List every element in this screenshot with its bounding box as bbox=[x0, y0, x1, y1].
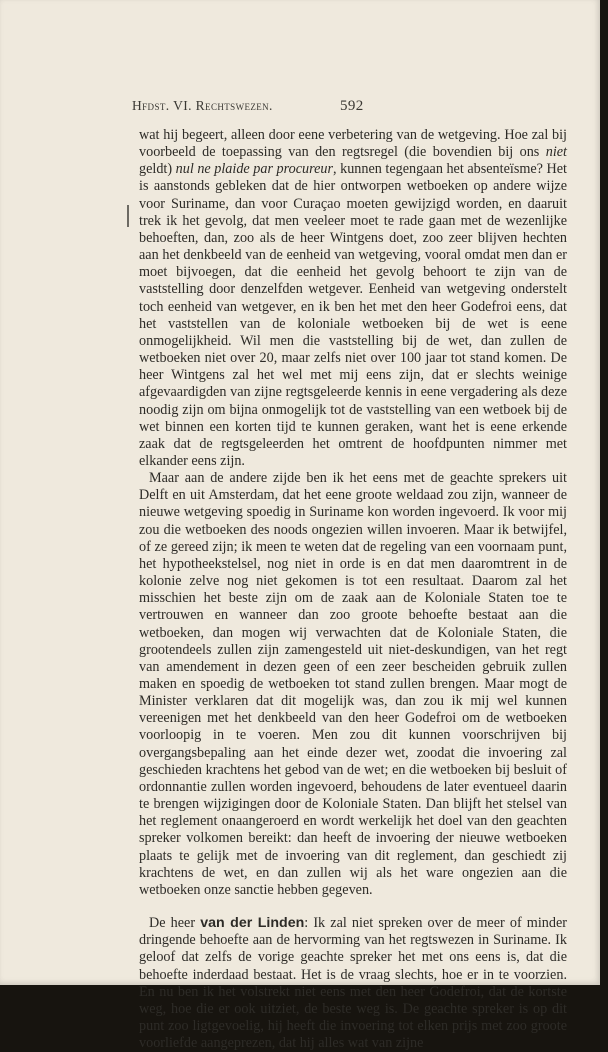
paragraph-2: Maar aan de andere zijde ben ik het eens met de geachte sprekers uit Delft en uit Amsterdam, dat het eene groote weldaad zou zijn, wanneer de nieuwe wetgeving spoedig in Suriname kon worden ingevoerd. Ik voor mij zou die wetboeken des noods ongezien willen invoeren. Maar ik betwijfel, of ze gereed zijn; ik meen te weten dat de regeling van een voornaam punt, het hypotheekstelsel, nog niet in orde is en dat men daaromtrent in de kolonie zelve nog niet gekomen is tot een resultaat. Daarom zal het misschien het beste zijn om de zaak aan de Koloniale Staten toe te vertrouwen en wanneer dan zoo groote behoefte bestaat aan die wetboeken, dan mogen wij verwachten dat de Koloniale Staten, die grootendeels zullen zijn zamengesteld uit niet-deskundigen, van het regt van amendement in dezen geen of een zeer bescheiden gebruik zullen maken en spoedig de wetboeken tot stand zullen brengen. Maar mogt de Minister verklaren dat dit mogelijk was, dan zou ik mij wel kunnen vereenigen met het denkbeeld van den heer Godefroi om de wetboeken voorloopig in te voeren. Men zou dit kunnen voorschrijven bij overgangsbepaling aan het einde dezer wet, zoodat die invoering zal geschieden krachtens het gebod van de wet; en die wetboeken bij besluit of ordonnantie zullen worden ingevoerd, behoudens de later eventueel daarin te brengen wijzigingen door de Koloniale Staten. Dan blijft het stelsel van het reglement onaangeroerd en wordt werkelijk het doel van den geachten spreker volkomen bereikt: dan heeft de invoering der nieuwe wetboeken plaats te gelijk met de invoering van dit reglement, dan geschiedt zij krachtens de wet, en dan zullen wij als het ware ongezien aan die wetboeken onze sanctie hebben gegeven. bbox=[139, 470, 567, 898]
paragraph-3-prefix: De heer bbox=[149, 915, 201, 932]
margin-mark bbox=[127, 205, 129, 227]
body-text bbox=[139, 127, 567, 1052]
paragraph-3 bbox=[139, 915, 567, 1052]
chapter-title: Hfdst. VI. Rechtswezen. bbox=[132, 98, 273, 113]
paragraph-1-text-b: geldt) bbox=[139, 161, 176, 178]
paragraph-1 bbox=[139, 127, 567, 470]
speaker-name: van der Linden bbox=[200, 915, 305, 932]
emphasis-niet: niet bbox=[545, 144, 567, 161]
paragraph-1-text-a: wat hij begeert, alleen door eene verbetering van de wetgeving. Hoe zal bij voorbeeld de toepassing van den regtsregel (die bovendien bij ons bbox=[139, 127, 567, 161]
running-header bbox=[132, 98, 562, 118]
page-number: 592 bbox=[340, 98, 364, 114]
paragraph-1-text-c: , kunnen tegengaan het absenteïsme? Het is aanstonds gebleken dat de hier ontworpen wetboeken op andere wijze voor Suriname, dan voor Curaçao moeten gewijzigd worden, en daaruit trek ik het gevolg, dat men veeleer moet te rade gaan met de wezenlijke behoeften, dan, zoo als de heer Wintgens doet, zoo zeer blijven hechten aan het denkbeeld van de eenheid van wetgeving, vooral omdat men dan er moet bijvoegen, dat die eenheid het gevolg behoort te zijn van de vaststelling door denzelfden wetgever. Eenheid van wetgeving onderstelt toch eenheid van wetgever, en ik ben het met den heer Godefroi eens, dat het vaststellen van de koloniale wetboeken bij de wet is eene onmogelijkheid. Wil men die vaststelling bij de wet, dan zullen de wetboeken niet over 20, maar zelfs niet over 100 jaar tot stand komen. De heer Wintgens zal het wel met mij eens zijn, dat er slechts weinige afgevaardigden van zijne regtsgeleerde kennis in eene vergadering als deze noodig zijn om bijna onmogelijk tot de vaststelling van een wetboek bij de wet binnen een korten tijd te kunnen geraken, want het is eene erkende zaak dat de regtsgeleerden het omtrent de hoofdpunten nimmer met elkander eens zijn. bbox=[139, 161, 568, 469]
emphasis-legal-maxim: nul ne plaide par procureur bbox=[175, 161, 333, 178]
paragraph-3-text: : Ik zal niet spreken over de meer of minder dringende behoefte aan de hervorming van het regtswezen in Suriname. Ik geloof dat zelfs de vorige geachte spreker het met ons eens is, dat die behoefte inderdaad bestaat. Het is de vraag slechts, hoe er in te voorzien. En nu ben ik het volstrekt niet eens met den heer Godefroi, dat de kortste weg, hoe die er ook uitziet, de beste weg is. De geachte spreker is op dit punt zoo ligtgevoelig, hij heeft die invoering tot elken prijs met zoo groote voorliefde aangeprezen, dat hij alles wat van zijne bbox=[139, 915, 567, 1052]
